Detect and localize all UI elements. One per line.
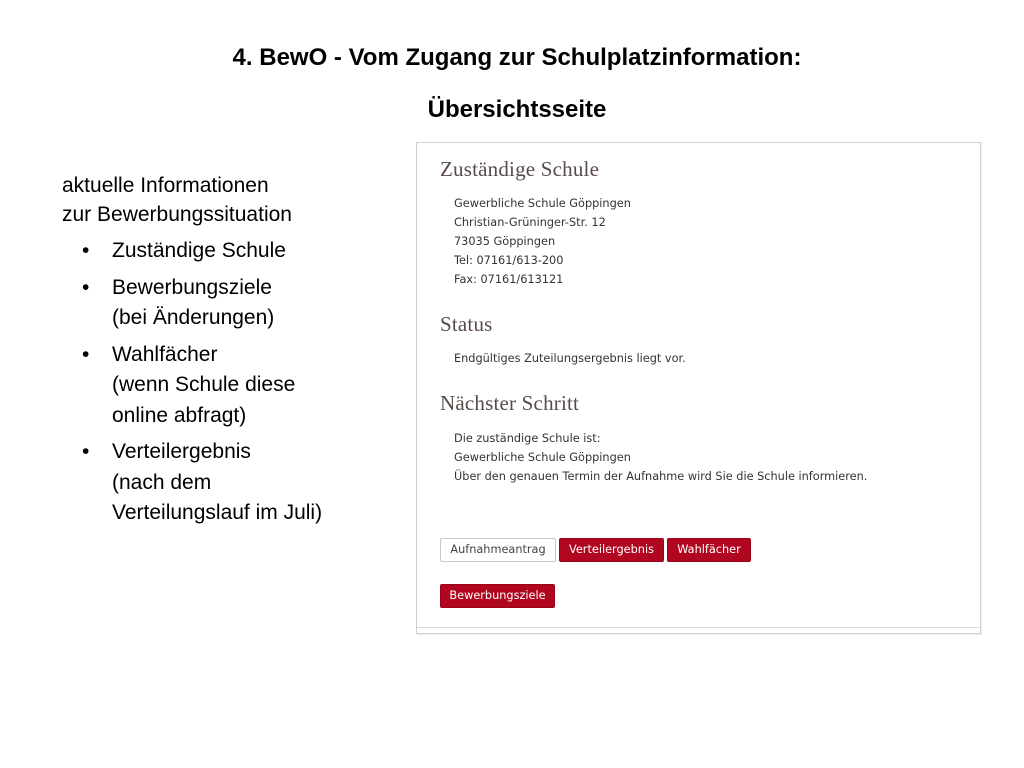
- intro-line-2: zur Bewerbungssituation: [62, 203, 292, 226]
- bullet-wahlfaecher: [62, 340, 402, 432]
- bullet-icon: •: [82, 342, 90, 366]
- bewerbungsziele-button[interactable]: Bewerbungsziele: [440, 584, 555, 608]
- next-step-line: Über den genauen Termin der Aufnahme wird Sie die Schule informieren.: [454, 470, 868, 483]
- bullet-zustaendige-schule: [62, 236, 402, 267]
- aufnahmeantrag-button[interactable]: Aufnahmeantrag: [440, 538, 556, 562]
- slide-title-line-1: 4. BewO - Vom Zugang zur Schulplatzinformation:: [232, 44, 802, 71]
- panel-bottom-divider: [417, 627, 980, 628]
- bullet-text: Wahlfächer: [112, 342, 218, 366]
- status-heading: Status: [440, 312, 493, 336]
- school-phone: Tel: 07161/613-200: [454, 254, 564, 267]
- bullet-icon: •: [82, 440, 90, 463]
- school-city: 73035 Göppingen: [454, 235, 556, 248]
- slide-title: [0, 44, 1024, 123]
- status-text-block: [454, 349, 686, 368]
- school-fax: Fax: 07161/613121: [454, 273, 564, 286]
- bullet-text: (nach dem: [112, 470, 212, 494]
- school-heading: Zuständige Schule: [440, 157, 600, 181]
- school-street: Christian-Grüninger-Str. 12: [454, 216, 606, 229]
- feature-bullet-list: [62, 236, 402, 535]
- intro-line-1: aktuelle Informationen: [62, 174, 269, 197]
- bullet-text: Verteilungslauf im Juli): [112, 501, 323, 524]
- wahlfaecher-button[interactable]: Wahlfächer: [667, 538, 751, 562]
- next-step-heading: Nächster Schritt: [440, 391, 580, 415]
- bullet-verteilergebnis: [62, 437, 402, 529]
- bullet-bewerbungsziele: [62, 273, 402, 334]
- intro-text: [62, 171, 402, 229]
- bullet-text: (bei Änderungen): [112, 306, 275, 329]
- bullet-text: Bewerbungsziele: [112, 275, 272, 299]
- next-step-line: Die zuständige Schule ist:: [454, 432, 601, 445]
- bullet-text: Verteilergebnis: [112, 440, 251, 463]
- next-step-text-block: [454, 429, 867, 486]
- bullet-text: Zuständige Schule: [112, 239, 286, 262]
- bullet-text: online abfragt): [112, 403, 247, 427]
- bullet-text: (wenn Schule diese: [112, 373, 296, 396]
- next-step-line: Gewerbliche Schule Göppingen: [454, 451, 631, 464]
- slide-title-line-2: Übersichtsseite: [427, 96, 607, 123]
- school-address: [454, 194, 631, 289]
- bullet-icon: •: [82, 275, 90, 299]
- overview-page-screenshot: [416, 142, 981, 634]
- verteilergebnis-button[interactable]: Verteilergebnis: [559, 538, 664, 562]
- school-name: Gewerbliche Schule Göppingen: [454, 197, 631, 210]
- status-text: Endgültiges Zuteilungsergebnis liegt vor.: [454, 352, 686, 365]
- bullet-icon: •: [82, 239, 90, 262]
